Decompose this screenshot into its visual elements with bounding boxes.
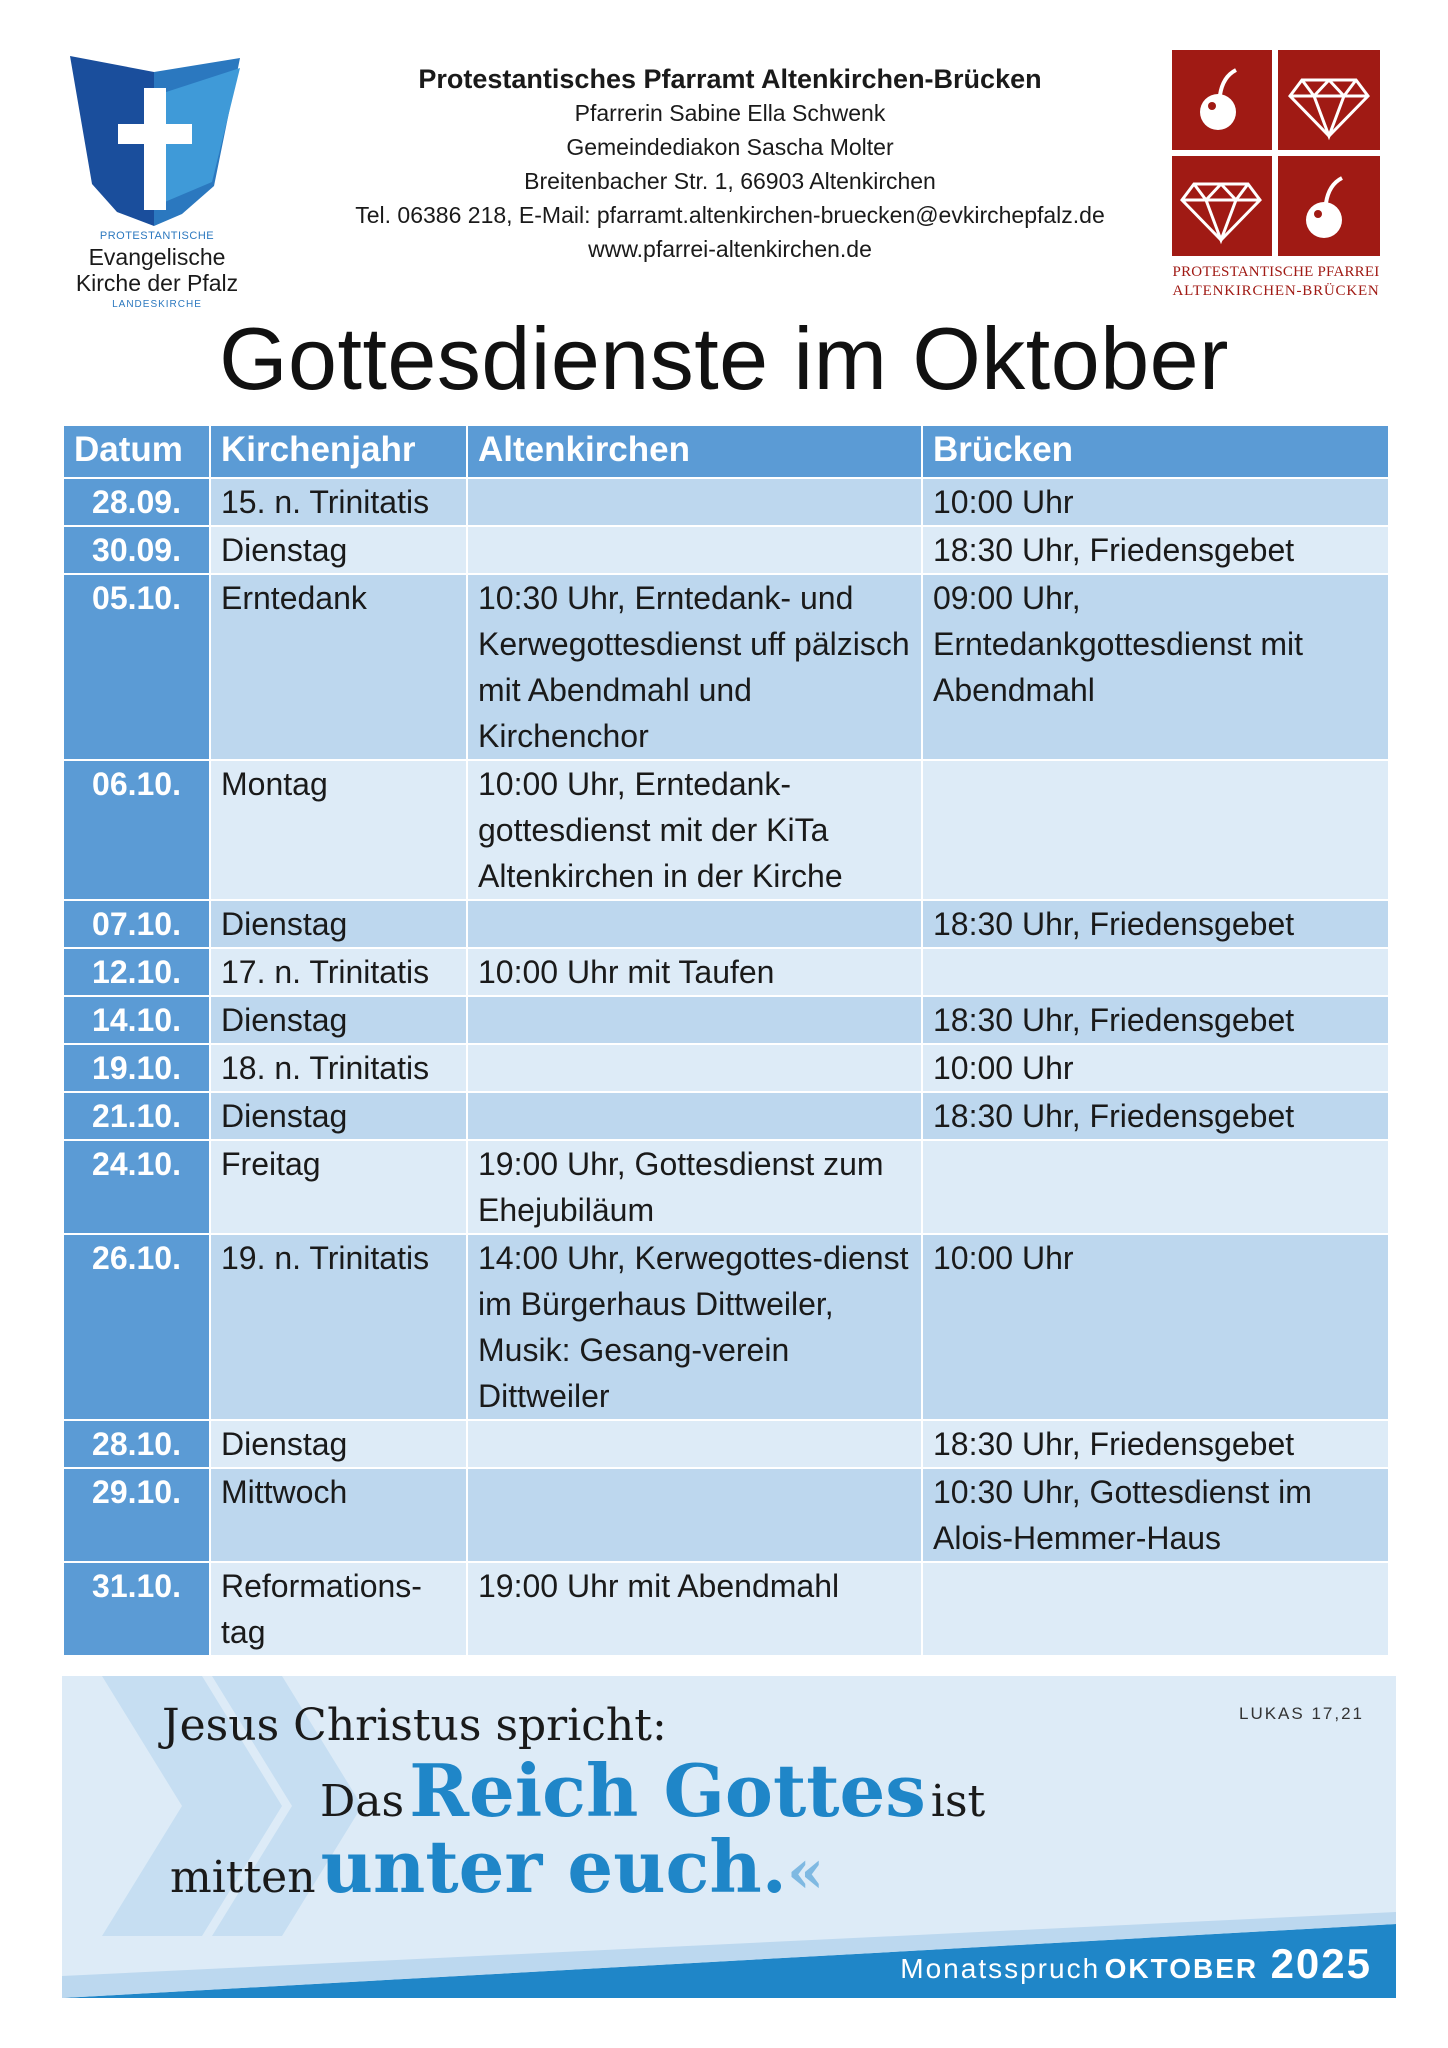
cell-church-year: Freitag — [210, 1140, 467, 1234]
table-header-row — [63, 425, 1389, 478]
cell-date: 19.10. — [63, 1044, 210, 1092]
cell-bruecken: 18:30 Uhr, Friedensgebet — [922, 996, 1389, 1044]
quote-mark-icon: « — [786, 1837, 825, 1907]
verse-reference: LUKAS 17,21 — [1238, 1704, 1364, 1723]
cell-church-year: Erntedank — [210, 574, 467, 760]
footer-label: Monatsspruch — [900, 1953, 1101, 1984]
table-row — [63, 1234, 1389, 1420]
deacon-name: Gemeindediakon Sascha Molter — [566, 134, 894, 160]
cell-bruecken: 18:30 Uhr, Friedensgebet — [922, 900, 1389, 948]
cell-church-year: Dienstag — [210, 1092, 467, 1140]
website: www.pfarrei-altenkirchen.de — [588, 236, 872, 262]
cell-bruecken: 18:30 Uhr, Friedensgebet — [922, 1420, 1389, 1468]
logo-left-line1: PROTESTANTISCHE — [99, 230, 215, 242]
logo-left-line3: Kirche der Pfalz — [75, 270, 239, 296]
contact-line: Tel. 06386 218, E-Mail: pfarramt.altenkirchen-bruecken@evkirchepfalz.de — [355, 202, 1105, 228]
header-date: Datum — [63, 425, 210, 478]
cherry-diamond-tiles-icon — [1172, 50, 1380, 256]
cell-altenkirchen — [467, 1420, 922, 1468]
cell-bruecken: 10:00 Uhr — [922, 478, 1389, 526]
verse-line-2 — [320, 1748, 985, 1833]
pfarrei-logo — [1172, 50, 1380, 310]
address: Breitenbacher Str. 1, 66903 Altenkirchen — [524, 168, 936, 194]
cell-date: 07.10. — [63, 900, 210, 948]
footer-month: OKTOBER — [1104, 1953, 1259, 1984]
cell-altenkirchen: 14:00 Uhr, Kerwegottes-dienst im Bürgerhaus Dittweiler, Musik: Gesang-verein Dittweiler — [467, 1234, 922, 1420]
cell-bruecken — [922, 760, 1389, 900]
table-row — [63, 1468, 1389, 1562]
cell-church-year: Mittwoch — [210, 1468, 467, 1562]
cell-church-year: Dienstag — [210, 1420, 467, 1468]
verse-line-3 — [170, 1824, 824, 1909]
cell-altenkirchen: 10:00 Uhr mit Taufen — [467, 948, 922, 996]
verse-footer — [900, 1940, 1372, 1988]
cell-bruecken: 10:00 Uhr — [922, 1044, 1389, 1092]
cell-church-year: Dienstag — [210, 526, 467, 574]
cell-church-year: 15. n. Trinitatis — [210, 478, 467, 526]
cell-date: 26.10. — [63, 1234, 210, 1420]
logo-right-line1: PROTESTANTISCHE PFARREI — [1172, 264, 1380, 280]
service-schedule-table — [62, 424, 1390, 1657]
table-row — [63, 526, 1389, 574]
verse-intro: Jesus Christus spricht: — [162, 1700, 667, 1751]
table-row — [63, 760, 1389, 900]
table-row — [63, 1420, 1389, 1468]
parish-office-name: Protestantisches Pfarramt Altenkirchen-Brücken — [418, 64, 1042, 94]
ekp-logo — [62, 54, 252, 314]
verse-word-ist: ist — [930, 1776, 986, 1827]
parish-contact-block — [290, 62, 1170, 266]
cell-altenkirchen: 10:30 Uhr, Erntedank- und Kerwegottesdienst uff pälzisch mit Abendmahl und Kirchenchor — [467, 574, 922, 760]
cell-date: 30.09. — [63, 526, 210, 574]
cell-bruecken: 09:00 Uhr, Erntedankgottesdienst mit Abendmahl — [922, 574, 1389, 760]
verse-word-mitten: mitten — [170, 1852, 316, 1903]
cell-date: 05.10. — [63, 574, 210, 760]
cell-church-year: 18. n. Trinitatis — [210, 1044, 467, 1092]
cell-date: 12.10. — [63, 948, 210, 996]
cell-altenkirchen: 10:00 Uhr, Erntedank-gottesdienst mit der KiTa Altenkirchen in der Kirche — [467, 760, 922, 900]
cell-altenkirchen — [467, 1468, 922, 1562]
cell-altenkirchen — [467, 478, 922, 526]
monthly-verse-banner — [62, 1676, 1396, 1998]
logo-left-line4: LANDESKIRCHE — [112, 299, 202, 310]
cell-altenkirchen — [467, 900, 922, 948]
cell-date: 28.10. — [63, 1420, 210, 1468]
cell-altenkirchen — [467, 1044, 922, 1092]
cell-church-year: 19. n. Trinitatis — [210, 1234, 467, 1420]
table-row — [63, 900, 1389, 948]
cell-date: 21.10. — [63, 1092, 210, 1140]
cell-bruecken — [922, 948, 1389, 996]
cell-altenkirchen — [467, 526, 922, 574]
cell-church-year: 17. n. Trinitatis — [210, 948, 467, 996]
cell-bruecken: 18:30 Uhr, Friedensgebet — [922, 526, 1389, 574]
cell-date: 24.10. — [63, 1140, 210, 1234]
footer-year: 2025 — [1270, 1940, 1372, 1987]
cell-date: 14.10. — [63, 996, 210, 1044]
header-bruecken: Brücken — [922, 425, 1389, 478]
cell-altenkirchen — [467, 996, 922, 1044]
table-row — [63, 1562, 1389, 1656]
cell-bruecken — [922, 1140, 1389, 1234]
table-row — [63, 1092, 1389, 1140]
verse-highlight-unter-euch: unter euch. — [320, 1824, 787, 1909]
header-altenkirchen: Altenkirchen — [467, 425, 922, 478]
header-church-year: Kirchenjahr — [210, 425, 467, 478]
cell-church-year: Reformations-tag — [210, 1562, 467, 1656]
table-row — [63, 574, 1389, 760]
cell-bruecken: 10:30 Uhr, Gottesdienst im Alois-Hemmer-Haus — [922, 1468, 1389, 1562]
cell-altenkirchen: 19:00 Uhr mit Abendmahl — [467, 1562, 922, 1656]
cell-bruecken: 10:00 Uhr — [922, 1234, 1389, 1420]
logo-right-line2: ALTENKIRCHEN-BRÜCKEN — [1172, 283, 1380, 299]
verse-word-das: Das — [320, 1776, 405, 1827]
table-row — [63, 1140, 1389, 1234]
cell-altenkirchen: 19:00 Uhr, Gottesdienst zum Ehejubiläum — [467, 1140, 922, 1234]
cell-date: 06.10. — [63, 760, 210, 900]
cell-church-year: Montag — [210, 760, 467, 900]
cell-date: 29.10. — [63, 1468, 210, 1562]
cell-bruecken: 18:30 Uhr, Friedensgebet — [922, 1092, 1389, 1140]
table-row — [63, 996, 1389, 1044]
cell-altenkirchen — [467, 1092, 922, 1140]
table-row — [63, 1044, 1389, 1092]
logo-left-line2: Evangelische — [88, 244, 226, 270]
church-cross-logo-icon — [62, 54, 252, 229]
cell-date: 31.10. — [63, 1562, 210, 1656]
page-title: Gottesdienste im Oktober — [219, 309, 1229, 408]
table-row — [63, 478, 1389, 526]
pastor-name: Pfarrerin Sabine Ella Schwenk — [574, 100, 886, 126]
cell-church-year: Dienstag — [210, 900, 467, 948]
cell-date: 28.09. — [63, 478, 210, 526]
verse-highlight-reich-gottes: Reich Gottes — [409, 1748, 926, 1833]
cell-church-year: Dienstag — [210, 996, 467, 1044]
cell-bruecken — [922, 1562, 1389, 1656]
table-row — [63, 948, 1389, 996]
